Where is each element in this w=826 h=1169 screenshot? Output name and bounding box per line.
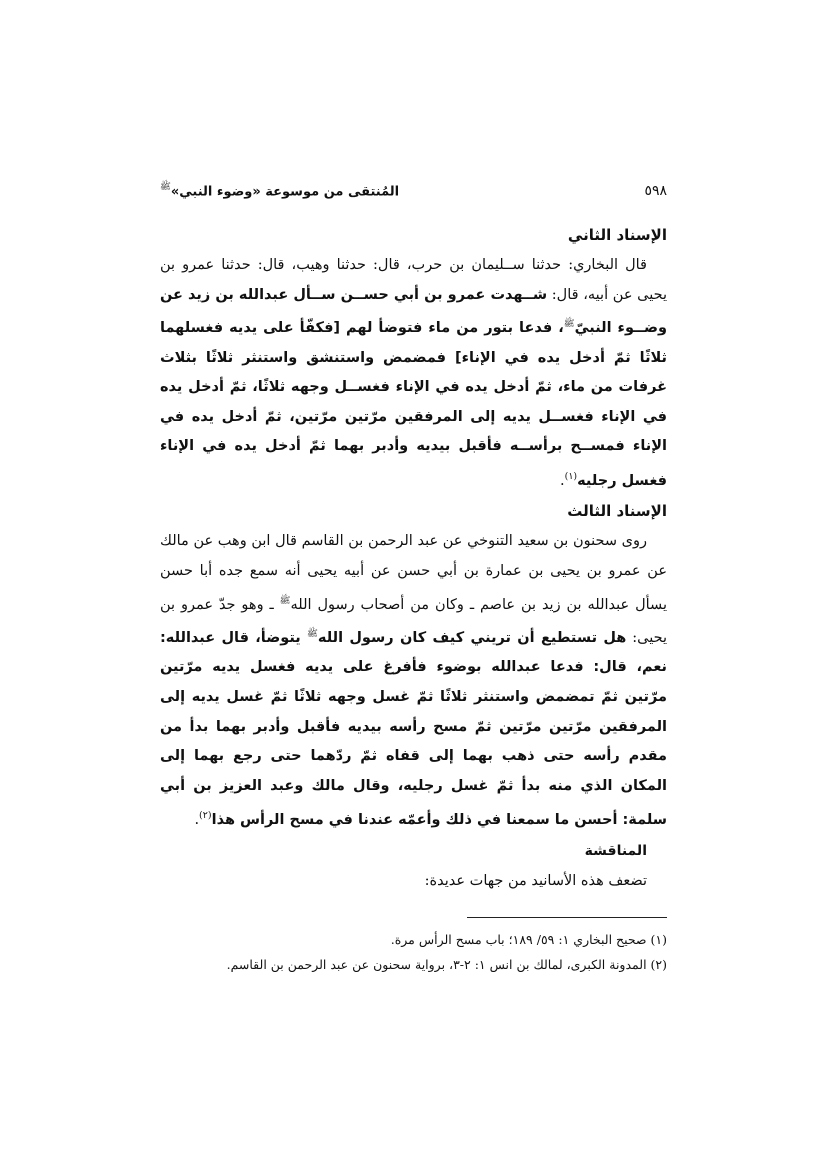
running-title: المُنتقى من موسوعة «وضوء النبي» bbox=[170, 184, 400, 200]
page-header bbox=[160, 180, 667, 206]
para1-bold-start: شــهدت عمرو بن أبي حســن ســأل عبدالله بن زيد عن وضــوء النبيّ bbox=[160, 286, 667, 337]
para1-bold-continuation: ، فدعا بتور من ماء فتوضأ لهم [فكفّأ على يديه فغسلهما ثلاثًا ثمّ أدخل يده في الإناء] فمضمض واستنشق واستنثر ثلاثًا بثلاث غرفات من ماء، ثمّ أدخل يده في الإناء فغســل وجهه ثلاثًا، ثمّ أدخل يده في الإناء فغســل يديه إلى المرفقين مرّتين مرّتين، ثمّ أدخل يده في الإناء فمســح برأســه فأقبل بيديه وأدبر بهما ثمّ أدخل يده في الإناء فغسل رجليه bbox=[160, 320, 667, 489]
footnote-1: (١) صحيح البخاري ١: ٥٩/ ١٨٩؛ باب مسح الرأس مرة. bbox=[390, 932, 667, 947]
running-title-wrap bbox=[160, 180, 399, 199]
section-heading-second-isnad: الإسناد الثاني bbox=[567, 226, 667, 244]
discussion-heading: المناقشة bbox=[584, 842, 647, 859]
para2-bold-start: هل تستطيع أن تريني كيف كان رسول الله bbox=[317, 629, 627, 646]
footnote-2: (٢) المدونة الكبرى، لمالك بن انس ١: ٢-٣، برواية سحنون عن عبد الرحمن بن القاسم. bbox=[226, 957, 667, 972]
para2-blessing-2: ﷺ bbox=[307, 629, 318, 640]
footnotes bbox=[160, 927, 667, 977]
para1-blessing: ﷺ bbox=[563, 319, 575, 330]
footnote-separator bbox=[467, 917, 667, 918]
paragraph-second-isnad bbox=[160, 251, 667, 496]
book-page bbox=[160, 0, 667, 1169]
section-heading-third-isnad: الإسناد الثالث bbox=[567, 502, 667, 521]
para1-plain: قال البخاري: حدثنا ســليمان بن حرب، قال: حدثنا وهيب، قال: حدثنا عمرو بن يحيى عن أبيه، قال: bbox=[160, 257, 667, 303]
running-title-blessing: ﷺ bbox=[160, 182, 171, 192]
para2-plain-continued: ـ وهو جدّ عمرو بن يحيى: bbox=[160, 596, 667, 646]
footnote-ref-1[interactable]: (١) bbox=[564, 470, 578, 482]
discussion-text: تضعف هذه الأسانيد من جهات عديدة: bbox=[424, 872, 647, 889]
para2-plain: روى سحنون بن سعيد التنوخي عن عبد الرحمن بن القاسم قال ابن وهب عن مالك عن عمرو بن يحيى بن عمارة بن أبي حسن عن أبيه يحيى أنه سمع جده أبا حسن يسأل عبدالله بن زيد بن عاصم ـ وكان من أصحاب رسول الله bbox=[160, 533, 667, 613]
main-text bbox=[160, 220, 667, 896]
para2-end: . bbox=[194, 812, 200, 829]
para1-end: . bbox=[559, 472, 565, 489]
paragraph-third-isnad bbox=[160, 527, 667, 835]
para2-blessing-1: ﷺ bbox=[279, 595, 291, 606]
footnote-ref-2[interactable]: (٢) bbox=[199, 810, 212, 822]
para2-bold-continuation: يتوضأ، قال عبدالله: نعم، قال: فدعا عبدالله بوضوء فأفرغ على يديه فغسل يديه مرّتين مرّتين ثمّ تمضمض واستنثر ثلاثًا ثمّ غسل وجهه ثلاثًا ثمّ غسل يديه إلى المرفقين مرّتين مرّتين ثمّ مسح رأسه بيديه فأقبل وأدبر بهما بدأ من مقدم رأسه حتى ذهب بهما إلى قفاه ثمّ ردّهما حتى رجع بهما إلى المكان الذي منه بدأ ثمّ غسل رجليه، وقال مالك وعبد العزيز بن أبي سلمة: أحسن ما سمعنا في ذلك وأعمّه عندنا في مسح الرأس هذا bbox=[160, 629, 667, 829]
page-number: ٥٩٨ bbox=[644, 183, 667, 200]
